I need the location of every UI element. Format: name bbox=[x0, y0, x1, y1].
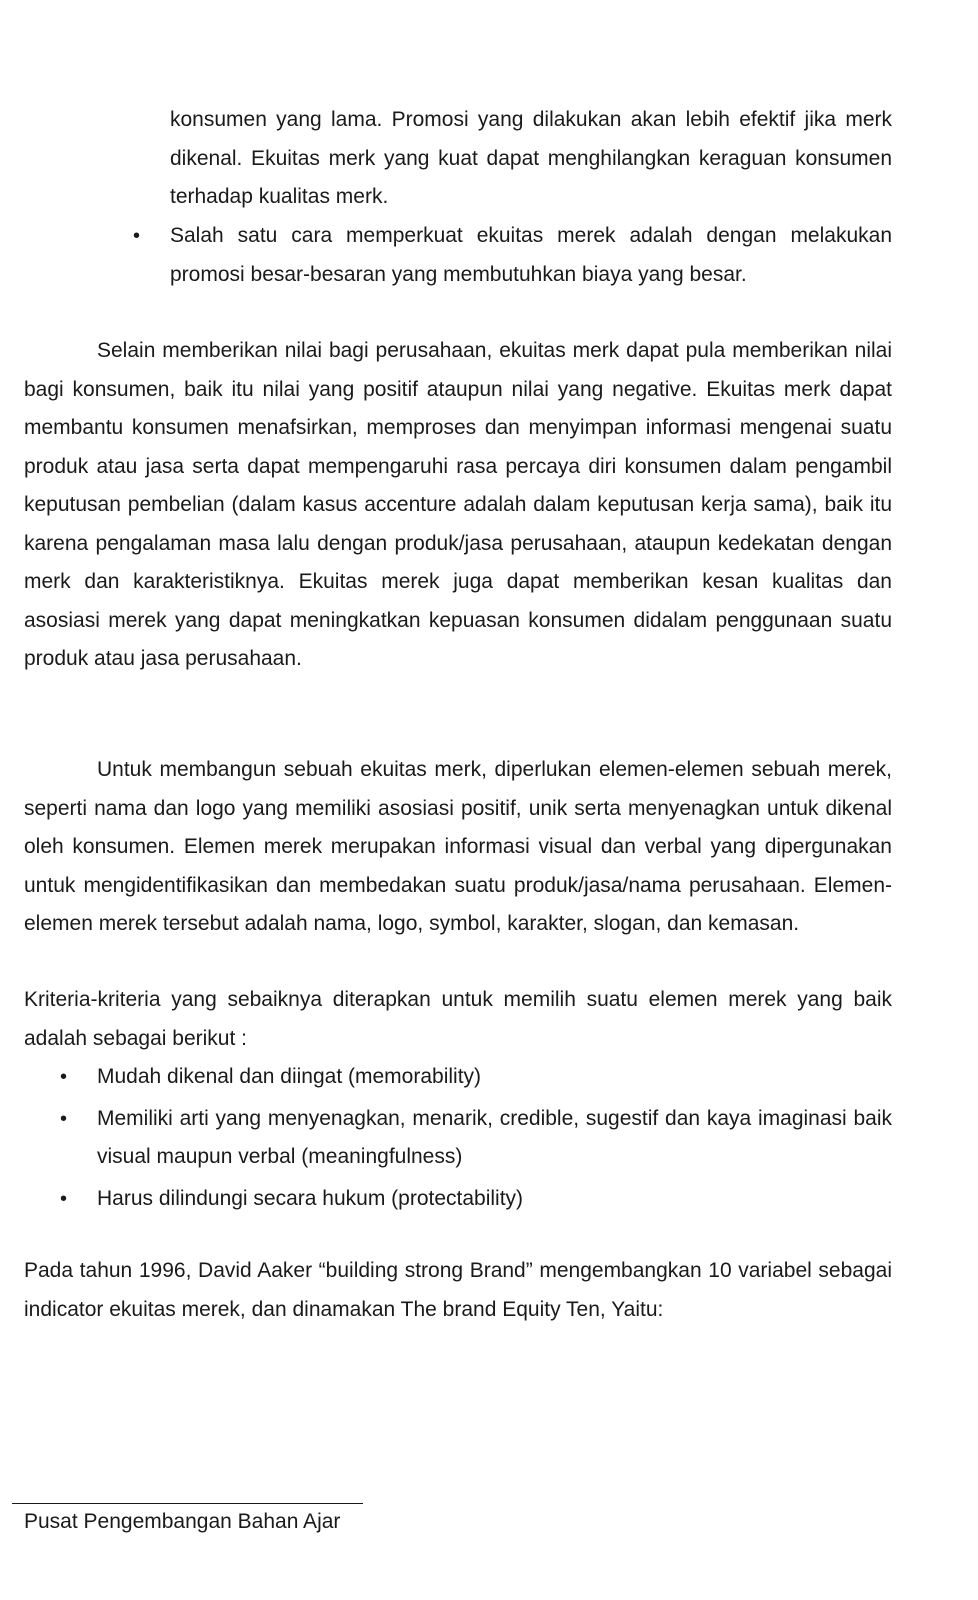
footer-label: Pusat Pengembangan Bahan Ajar bbox=[24, 1510, 341, 1533]
bullet-icon: • bbox=[133, 225, 141, 247]
paragraph-criteria-intro: Kriteria-kriteria yang sebaiknya diterapkan untuk memilih suatu elemen merek yang baik adalah sebagai berikut : bbox=[24, 988, 892, 1050]
bullet-icon: • bbox=[60, 1187, 68, 1210]
paragraph-brand-equity-value: Selain memberikan nilai bagi perusahaan, ekuitas merk dapat pula memberikan nilai bagi konsumen, baik itu nilai yang positif ataupun nilai yang negative. Ekuitas merk dapat membantu konsumen menafsirkan, memproses dan menyimpan informasi mengenai suatu produk atau jasa serta dapat mempengaruhi rasa percaya diri konsumen dalam pengambil keputusan pembelian (dalam kasus accenture adalah dalam keputusan kerja sama), baik itu karena pengalaman masa lalu dengan produk/jasa perusahaan, ataupun kedekatan dengan merk dan karakteristiknya. Ekuitas merek juga dapat memberikan kesan kualitas dan asosiasi merek yang dapat meningkatkan kepuasan konsumen didalam penggunaan suatu produk atau jasa perusahaan. bbox=[24, 339, 892, 670]
bullet-icon: • bbox=[60, 1066, 68, 1088]
bullet-icon: • bbox=[60, 1107, 68, 1130]
list-item-text: Mudah dikenal dan diingat (memorability) bbox=[97, 1065, 482, 1088]
footer-divider bbox=[12, 1503, 363, 1504]
criteria-list bbox=[60, 1058, 892, 1221]
paragraph-aaker: Pada tahun 1996, David Aaker “building strong Brand” mengembangkan 10 variabel sebagai indicator ekuitas merek, dan dinamakan The brand Equity Ten, Yaitu: bbox=[24, 1259, 892, 1321]
paragraph-brand-elements: Untuk membangun sebuah ekuitas merk, diperlukan elemen-elemen sebuah merek, seperti nama dan logo yang memiliki asosiasi positif, unik serta menyenagkan untuk dikenal oleh konsumen. Elemen merek merupakan informasi visual dan verbal yang dipergunakan untuk mengidentifikasikan dan membedakan suatu produk/jasa/nama perusahaan. Elemen-elemen merek tersebut adalah nama, logo, symbol, karakter, slogan, dan kemasan. bbox=[24, 758, 892, 935]
list-item bbox=[60, 1180, 892, 1219]
list-item bbox=[60, 1100, 892, 1177]
list-item-text: Harus dilindungi secara hukum (protectability) bbox=[97, 1186, 524, 1210]
continuation-paragraph: konsumen yang lama. Promosi yang dilakukan akan lebih efektif jika merk dikenal. Ekuitas merk yang kuat dapat menghilangkan keraguan konsumen terhadap kualitas merk. bbox=[170, 108, 892, 208]
list-item-text: Salah satu cara memperkuat ekuitas merek adalah dengan melakukan promosi besar-besaran yang membutuhkan biaya yang besar. bbox=[170, 224, 892, 286]
bullet-list-top bbox=[133, 217, 892, 294]
list-item bbox=[60, 1058, 892, 1097]
list-item bbox=[133, 217, 892, 294]
list-item-text: Memiliki arti yang menyenagkan, menarik, credible, sugestif dan kaya imaginasi baik visual maupun verbal (meaningfulness) bbox=[97, 1106, 892, 1168]
